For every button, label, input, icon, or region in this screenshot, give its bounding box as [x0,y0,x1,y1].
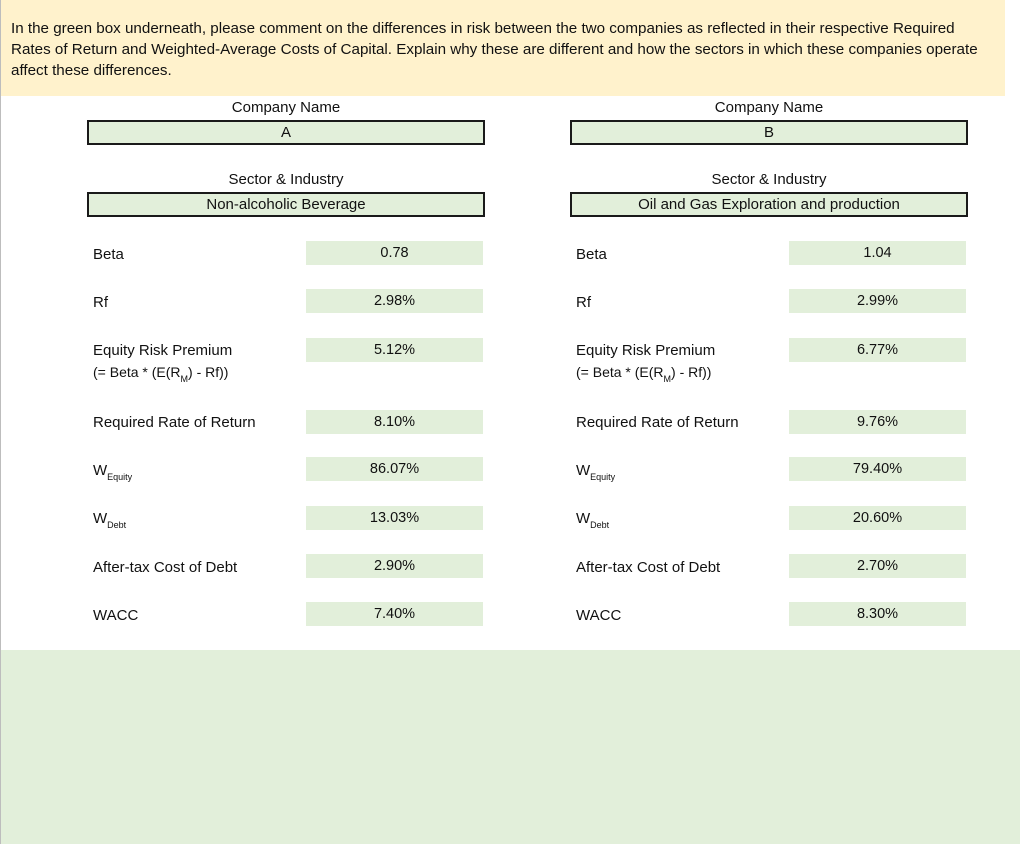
company-a-erp-value[interactable]: 5.12% [306,338,483,362]
company-b-beta-value[interactable]: 1.04 [789,241,966,265]
company-b-name-label: Company Name [714,99,824,116]
company-a-rrr-label: Required Rate of Return [93,414,256,431]
company-b-wacc-value[interactable]: 8.30% [789,602,966,626]
company-b-erp-value[interactable]: 6.77% [789,338,966,362]
company-a-erp-label: Equity Risk Premium [93,342,233,359]
company-b-name-cell[interactable]: B [570,120,968,145]
company-b-wequity-value[interactable]: 79.40% [789,457,966,481]
company-a-beta-value[interactable]: 0.78 [306,241,483,265]
company-a-atcod-value[interactable]: 2.90% [306,554,483,578]
company-a-wacc-label: WACC [93,607,139,624]
company-a-wacc-value[interactable]: 7.40% [306,602,483,626]
company-b-wequity-label: $W_{Equity}$ [576,462,616,482]
company-a-sector-cell[interactable]: Non-alcoholic Beverage [87,192,485,217]
company-b-atcod-label: After-tax Cost of Debt [576,559,721,576]
company-a-erp-formula: (= Beta * $(E(R_M) - Rf)$) [93,364,229,384]
company-a-wequity-label: $W_{Equity}$ [93,462,133,482]
company-b-sector-label: Sector & Industry [711,171,827,188]
company-b-erp-label: Equity Risk Premium [576,342,716,359]
instructions-text: In the green box underneath, please comment on the differences in risk between the two companies as reflected in their respective Required Rates of Return and Weighted-Average Costs of Capital. Explain why these are different and how the sectors in which these companies operate affect these differences. [1,0,1005,96]
company-b-rf-value[interactable]: 2.99% [789,289,966,313]
company-b-atcod-value[interactable]: 2.70% [789,554,966,578]
company-b-wdebt-label: $W_{Debt}$ [576,510,610,530]
company-b-rrr-label: Required Rate of Return [576,414,739,431]
company-a-beta-label: Beta [93,246,124,263]
company-a-rrr-value[interactable]: 8.10% [306,410,483,434]
company-b-rrr-value[interactable]: 9.76% [789,410,966,434]
company-a-name-label: Company Name [231,99,341,116]
company-b-wdebt-value[interactable]: 20.60% [789,506,966,530]
company-a-wdebt-label: $W_{Debt}$ [93,510,127,530]
company-a-sector-label: Sector & Industry [228,171,344,188]
company-a-wequity-value[interactable]: 86.07% [306,457,483,481]
company-a-rf-value[interactable]: 2.98% [306,289,483,313]
answer-text-box[interactable] [1,650,1020,844]
company-a-atcod-label: After-tax Cost of Debt [93,559,238,576]
company-b-rf-label: Rf [576,294,591,311]
company-b-sector-cell[interactable]: Oil and Gas Exploration and production [570,192,968,217]
company-b-beta-label: Beta [576,246,607,263]
company-a-wdebt-value[interactable]: 13.03% [306,506,483,530]
company-a-rf-label: Rf [93,294,108,311]
company-b-wacc-label: WACC [576,607,622,624]
company-a-name-cell[interactable]: A [87,120,485,145]
company-b-erp-formula: (= Beta * $(E(R_M) - Rf)$) [576,364,712,384]
